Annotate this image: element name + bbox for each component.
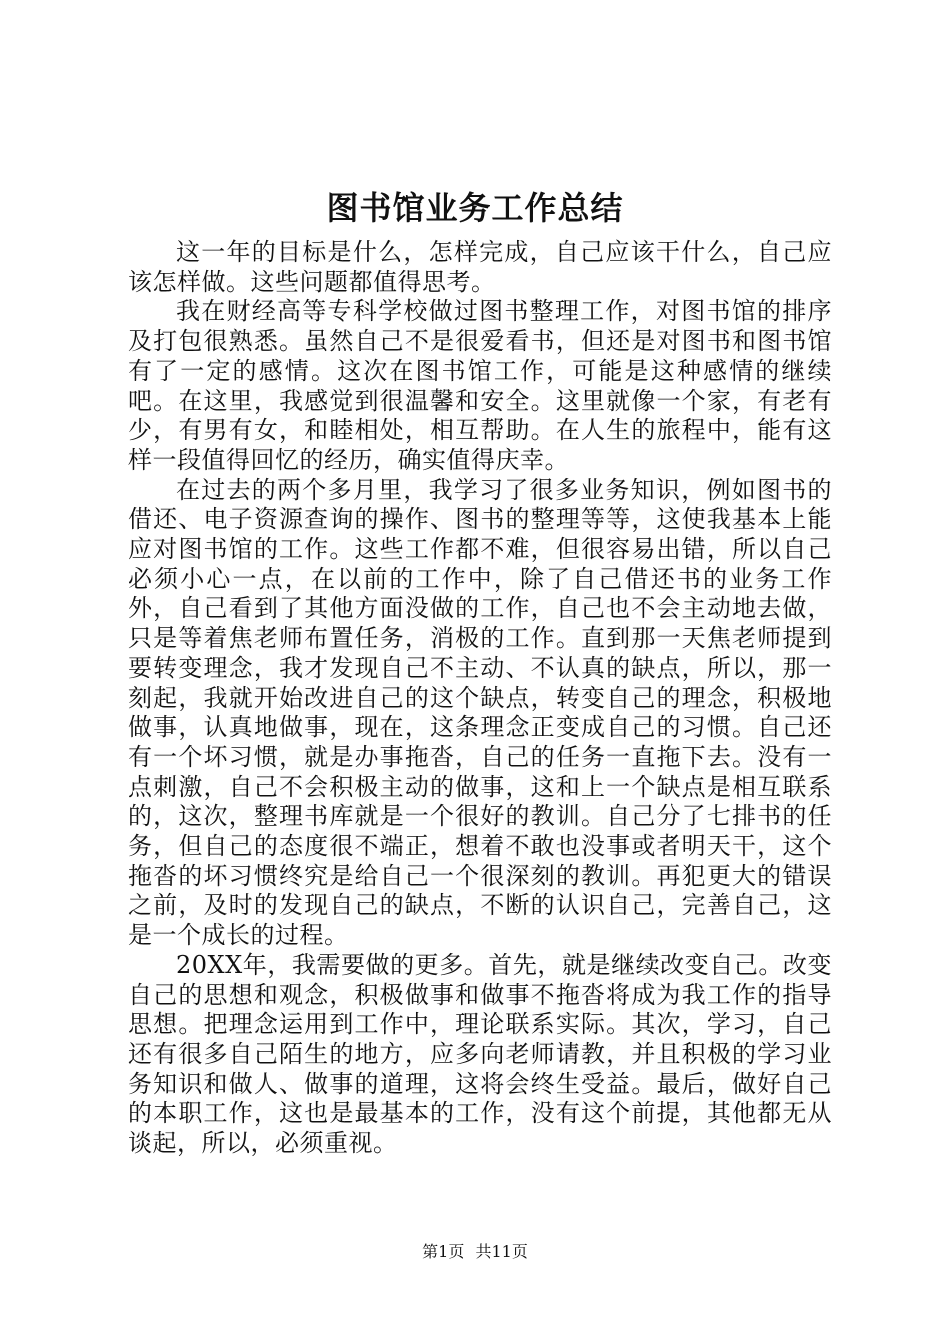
paragraph-4: 20XX年，我需要做的更多。首先，就是继续改变自己。改变自己的思想和观念，积极做事和做事不拖沓将成为我工作的指导思想。把理念运用到工作中，理论联系实际。其次，学习，自己还有很多自己陌生的地方，应多向老师请教，并且积极的学习业务知识和做人、做事的道理，这将会终生受益。最后，做好自己的本职工作，这也是最基本的工作，没有这个前提，其他都无从谈起，所以，必须重视。 [128,950,832,1158]
document-title: 图书馆业务工作总结 [326,189,624,227]
paragraph-2: 我在财经高等专科学校做过图书整理工作，对图书馆的排序及打包很熟悉。虽然自己不是很爱看书，但还是对图书和图书馆有了一定的感情。这次在图书馆工作，可能是这种感情的继续吧。在这里，我感觉到很温馨和安全。这里就像一个家，有老有少，有男有女，和睦相处，相互帮助。在人生的旅程中，能有这样一段值得回忆的经历，确实值得庆幸。 [128,297,832,474]
paragraph-1: 这一年的目标是什么，怎样完成，自己应该干什么，自己应该怎样做。这些问题都值得思考。 [128,238,832,296]
paragraph-3: 在过去的两个多月里，我学习了很多业务知识，例如图书的借还、电子资源查询的操作、图书的整理等等，这使我基本上能应对图书馆的工作。这些工作都不难，但很容易出错，所以自己必须小心一点，在以前的工作中，除了自己借还书的业务工作外，自己看到了其他方面没做的工作，自己也不会主动地去做，只是等着焦老师布置任务，消极的工作。直到那一天焦老师提到要转变理念，我才发现自己不主动、不认真的缺点，所以，那一刻起，我就开始改进自己的这个缺点，转变自己的理念，积极地做事，认真地做事，现在，这条理念正变成自己的习惯。自己还有一个坏习惯，就是办事拖沓，自己的任务一直拖下去。没有一点刺激，自己不会积极主动的做事，这和上一个缺点是相互联系的，这次，整理书库就是一个很好的教训。自己分了七排书的任务，但自己的态度很不端正，想着不敢也没事或者明天干，这个拖沓的坏习惯终究是给自己一个很深刻的教训。再犯更大的错误之前，及时的发现自己的缺点，不断的认识自己，完善自己，这是一个成长的过程。 [128,475,832,950]
page-footer [0,1242,950,1262]
page-number: 第1页 [422,1242,465,1261]
document-body [128,238,832,1159]
page-total: 共11页 [475,1242,528,1261]
